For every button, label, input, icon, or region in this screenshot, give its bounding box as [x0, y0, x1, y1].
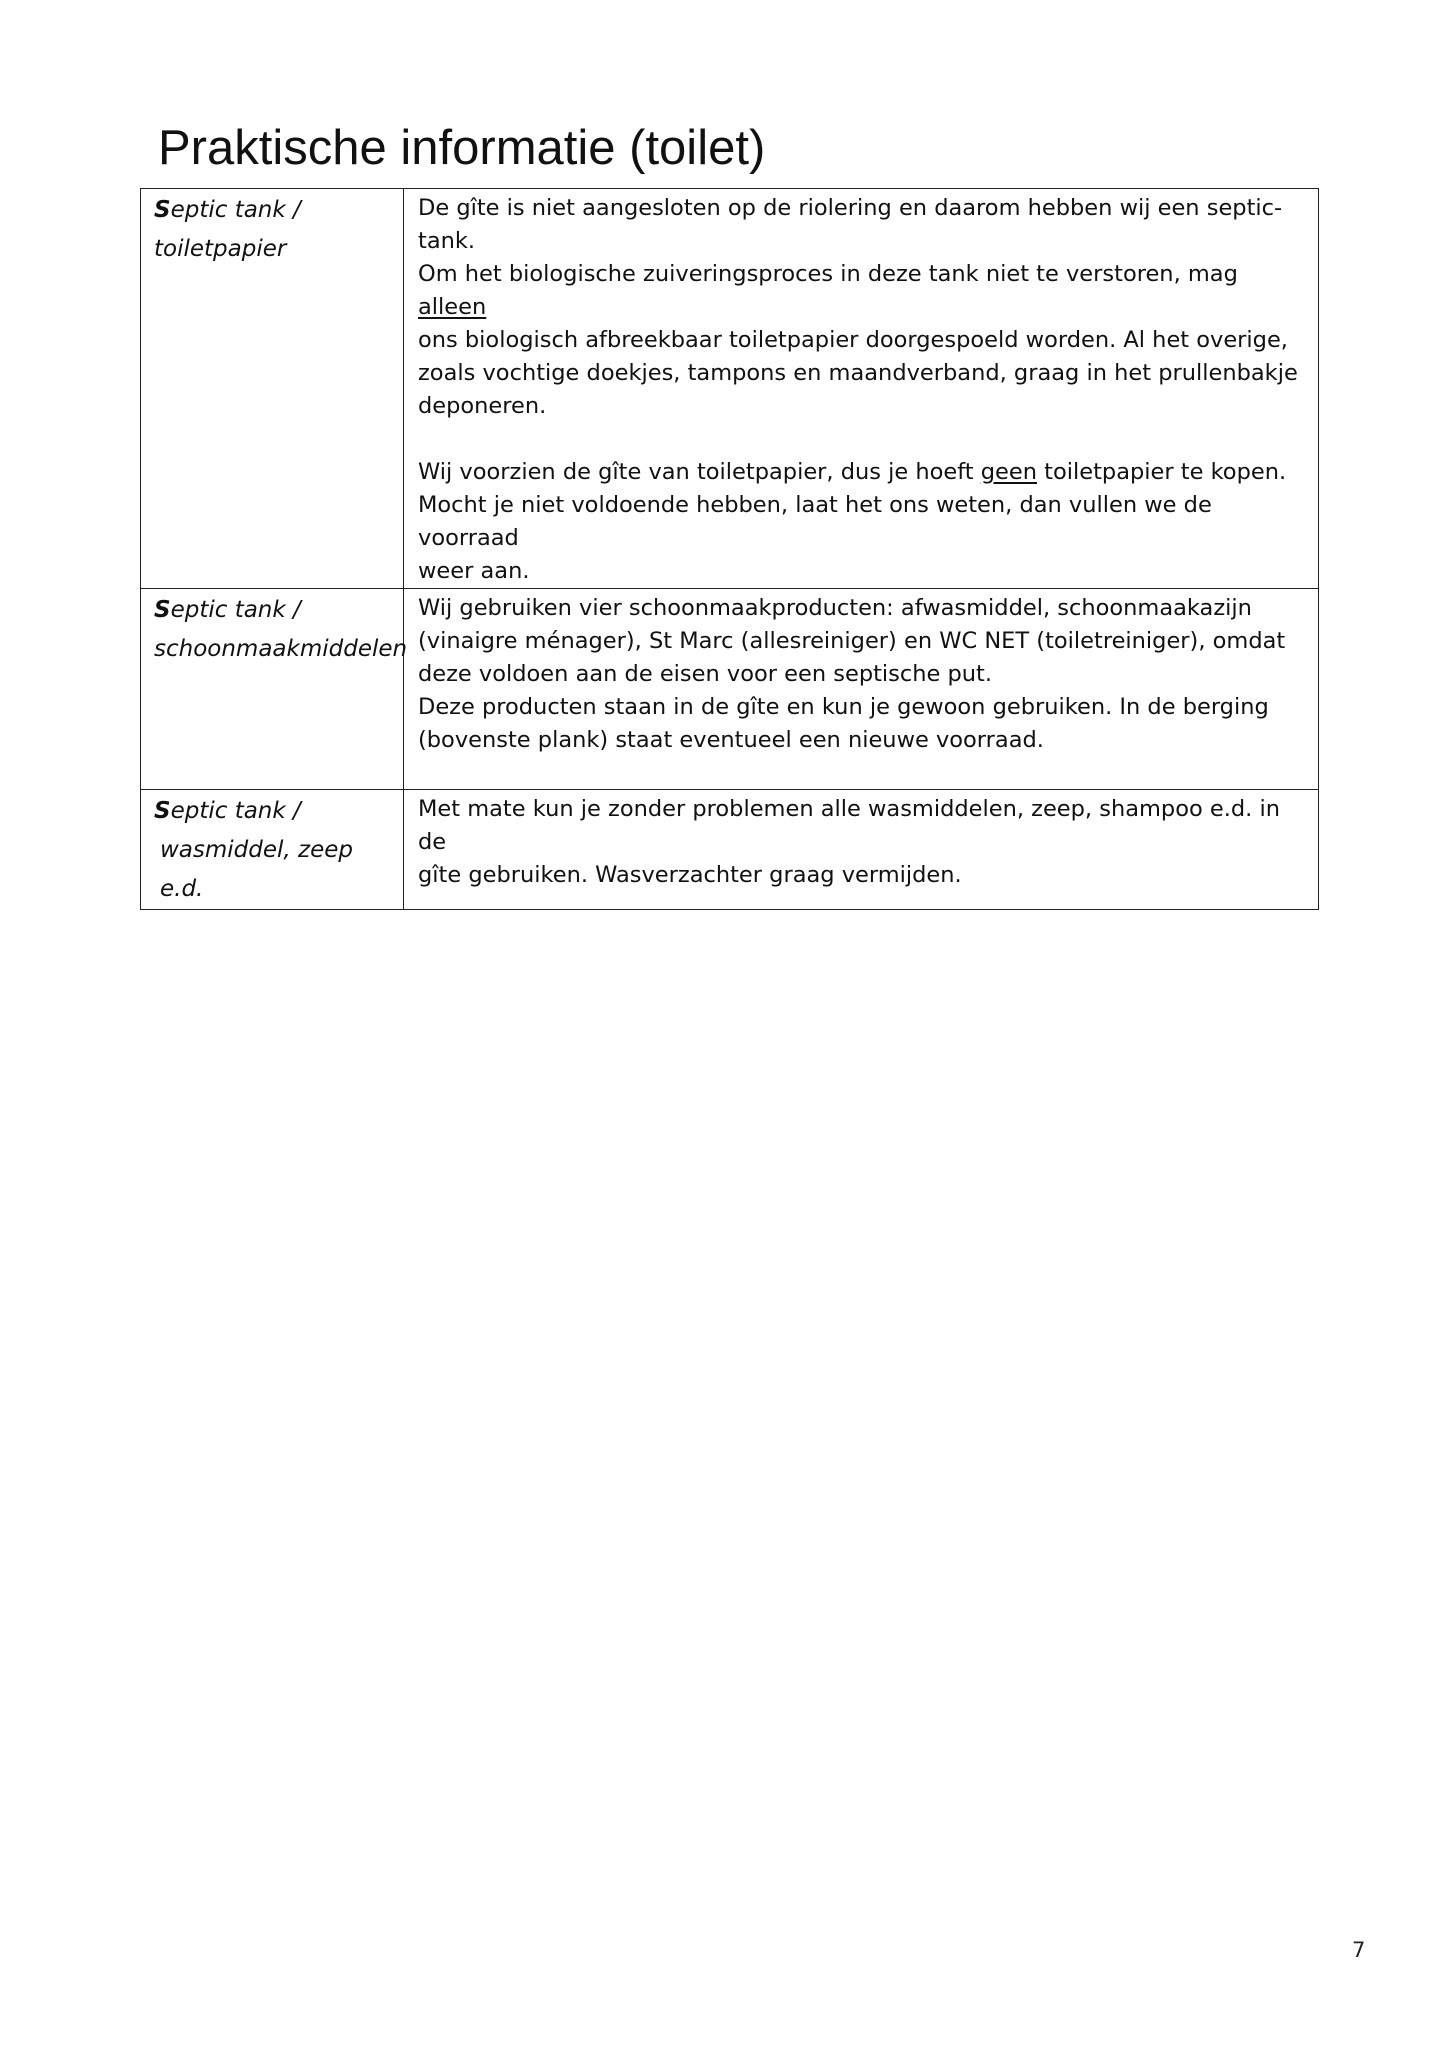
text-line: (bovenste plank) staat eventueel een nieuwe voorraad. — [418, 727, 1044, 753]
underlined-word: alleen — [418, 294, 487, 320]
text-line: toiletpapier te kopen. — [1037, 459, 1287, 485]
label-subtitle: wasmiddel, zeep e.d. — [160, 837, 354, 902]
text-line: Wij voorzien de gîte van toiletpapier, dus je hoeft — [418, 459, 981, 485]
text-line: Mocht je niet voldoende hebben, laat het ons weten, dan vullen we de voorraad — [418, 492, 1212, 551]
row-content-wasmiddel — [404, 790, 1319, 910]
text-line: deze voldoen aan de eisen voor een septische put. — [418, 661, 993, 687]
text-line: zoals vochtige doekjes, tampons en maandverband, graag in het prullenbakje — [418, 360, 1298, 386]
text-line: ons biologisch afbreekbaar toiletpapier doorgespoeld worden. Al het overige, — [418, 327, 1288, 353]
table-row — [141, 189, 1319, 589]
page-number: 7 — [1352, 1938, 1366, 1962]
label-initial: S — [154, 197, 171, 223]
text-line: (vinaigre ménager), St Marc (allesreiniger) en WC NET (toiletreiniger), omdat — [418, 628, 1286, 654]
info-table — [140, 188, 1319, 910]
row-content-toiletpapier — [404, 189, 1319, 589]
text-line: Om het biologische zuiveringsproces in deze tank niet te verstoren, mag — [418, 261, 1238, 287]
page-title: Praktische informatie (toilet) — [158, 121, 766, 175]
text-line: Deze producten staan in de gîte en kun je gewoon gebruiken. In de berging — [418, 694, 1269, 720]
label-text: eptic tank / — [170, 197, 301, 223]
text-line: Wij gebruiken vier schoonmaakproducten: afwasmiddel, schoonmaakazijn — [418, 595, 1252, 621]
text-line: De gîte is niet aangesloten op de riolering en daarom hebben wij een septic-tank. — [418, 195, 1283, 254]
label-text: eptic tank / — [170, 597, 301, 623]
text-line: Met mate kun je zonder problemen alle wasmiddelen, zeep, shampoo e.d. in de — [418, 796, 1280, 855]
label-initial: S — [154, 798, 171, 824]
paragraph — [418, 192, 1308, 423]
paragraph — [418, 592, 1308, 757]
row-label-wasmiddel — [141, 790, 404, 910]
text-line: deponeren. — [418, 393, 547, 419]
table-row — [141, 589, 1319, 790]
row-label-toiletpapier — [141, 189, 404, 589]
paragraph — [418, 793, 1308, 892]
label-text: eptic tank / — [170, 798, 301, 824]
label-subtitle: toiletpapier — [154, 236, 287, 262]
underlined-word: geen — [980, 459, 1037, 485]
row-content-schoonmaakmiddelen — [404, 589, 1319, 790]
table-row — [141, 790, 1319, 910]
text-line: gîte gebruiken. Wasverzachter graag vermijden. — [418, 862, 962, 888]
paragraph — [418, 456, 1308, 588]
row-label-schoonmaakmiddelen — [141, 589, 408, 790]
text-line: weer aan. — [418, 558, 530, 584]
label-initial: S — [154, 597, 171, 623]
label-subtitle: schoonmaakmiddelen — [154, 636, 408, 662]
